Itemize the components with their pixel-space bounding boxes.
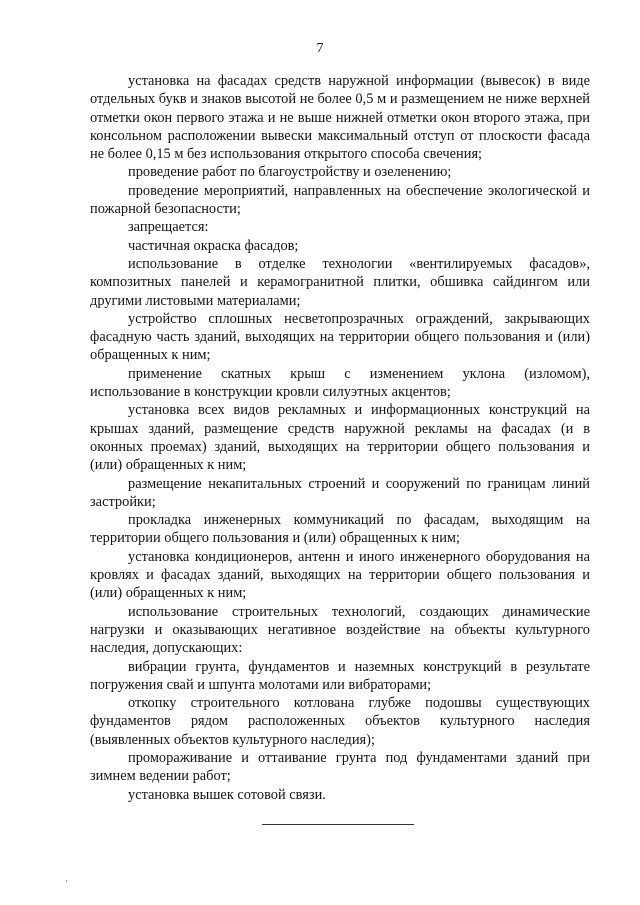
- paragraph-partial-painting: частичная окраска фасадов;: [128, 237, 299, 254]
- paragraph-landscaping: проведение работ по благоустройству и озеленению;: [128, 164, 452, 181]
- paragraph-vibration: вибрации грунта, фундаментов и наземных конструкций в результате погружения свай и шпунта молотами или вибраторами;: [90, 658, 590, 693]
- paragraph-cell-towers: установка вышек сотовой связи.: [128, 786, 326, 803]
- paragraph-ventilated-facades: использование в отделке технологии «вентилируемых фасадов», композитных панелей и керамогранитной плитки, обшивка сайдингом или другими листовыми материалами;: [90, 255, 590, 309]
- paragraph-signage: установка на фасадах средств наружной информации (вывесок) в виде отдельных букв и знаков высотой не более 0,5 м и размещением не ниже верхней отметки окон первого этажа и не выше нижней отметки окон второго этажа, при консольном расположении вывески максимальный отступ от плоскости фасада не более 0,15 м без использования открытого способа свечения;: [90, 73, 590, 163]
- page-number: 7: [316, 41, 324, 56]
- paragraph-utilities: прокладка инженерных коммуникаций по фасадам, выходящим на территории общего пользования и (или) обращенных к ним;: [90, 512, 590, 547]
- paragraph-excavation: откопку строительного котлована глубже подошвы существующих фундаментов рядом расположенных объектов культурного наследия (выявленных объектов культурного наследия);: [90, 695, 590, 748]
- paragraph-advertising: установка всех видов рекламных и информационных конструкций на крышах зданий, размещение средств наружной рекламы на фасадах (и в оконных проемах) зданий, выходящих на территории общего пользования и (или) обращенных к ним;: [90, 402, 590, 474]
- paragraph-freezing: промораживание и оттаивание грунта под фундаментами зданий при зимнем ведении работ;: [90, 749, 590, 785]
- paragraph-pitched-roofs: применение скатных крыш с изменением уклона (изломом), использование в конструкции кровли силуэтных акцентов;: [90, 365, 590, 401]
- paragraph-equipment: установка кондиционеров, антенн и иного инженерного оборудования на кровлях и фасадах зданий, выходящих на территории общего пользования и (или) обращенных к ним;: [90, 548, 590, 602]
- paragraph-safety: проведение мероприятий, направленных на обеспечение экологической и пожарной безопасности;: [90, 182, 590, 218]
- scan-artifact: [66, 880, 67, 882]
- paragraph-temporary-buildings: размещение некапитальных строений и сооружений по границам линий застройки;: [90, 475, 590, 510]
- paragraph-solid-fences: устройство сплошных несветопрозрачных ограждений, закрывающих фасадную часть зданий, выходящих на территории общего пользования и (или) обращенных к ним;: [90, 310, 590, 364]
- end-divider-line: [262, 824, 414, 825]
- document-body: [90, 72, 590, 804]
- paragraph-construction-tech: использование строительных технологий, создающих динамические нагрузки и оказывающих негативное воздействие на объекты культурного наследия, допускающих:: [90, 603, 590, 657]
- paragraph-prohibited-heading: запрещается:: [128, 219, 209, 236]
